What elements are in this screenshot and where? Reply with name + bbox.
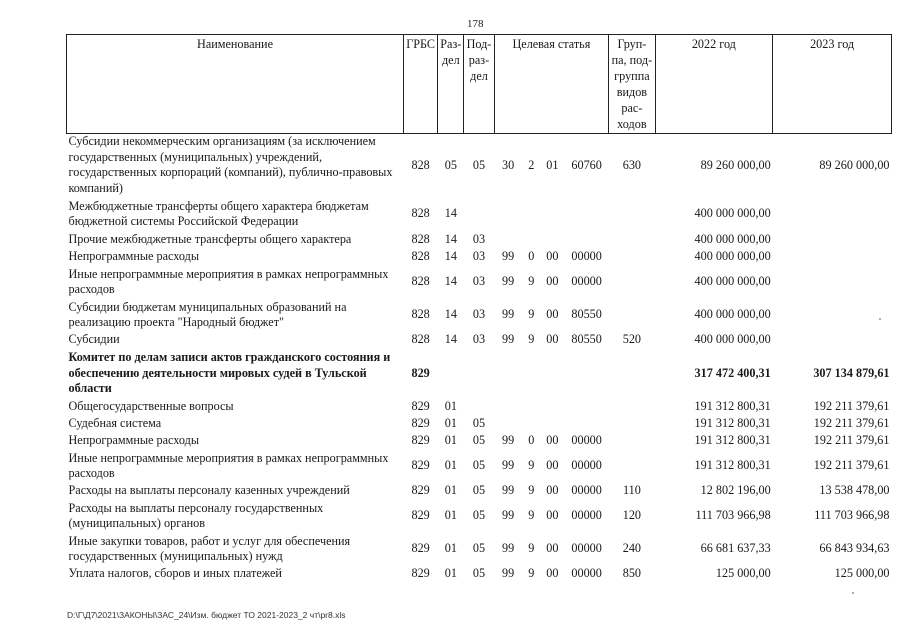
target-direction-cell: 00000 [571,433,602,448]
target-event-cell [540,399,564,416]
amount-2023-cell: 307 134 879,61 [813,365,890,380]
target-event-cell: 00 [546,508,559,523]
header-razdel: Раз- дел [438,35,464,134]
podrazdel-cell: 05 [472,157,486,172]
item-name-cell: Уплата налогов, сборов и иных платежей [68,566,282,581]
grbs-cell: 829 [411,483,430,498]
target-direction-cell: 00000 [571,483,602,498]
amount-2023-cell: 192 211 379,61 [813,399,890,414]
target-event-cell: 00 [546,332,559,347]
budget-table [66,34,892,583]
target-program-cell: 99 [502,508,515,523]
table-row [67,566,892,583]
amount-2022-cell: 400 000 000,00 [694,232,771,247]
item-name-cell: Иные непрограммные мероприятия в рамках непрограммных расходов [68,266,389,296]
item-name-cell: Субсидии некоммерческим организациям (за исключением государственных (муниципальных) учреждений, государственных корпораций (компаний), публично-правовых компаний) [68,134,393,195]
grbs-cell: 828 [411,249,430,264]
podrazdel-cell: 03 [472,249,486,264]
expense-group-cell [609,433,655,450]
grbs-cell: 828 [411,206,430,221]
grbs-cell: 829 [411,508,430,523]
target-subprogram-cell: 9 [528,274,535,289]
target-event-cell: 00 [546,307,559,322]
podrazdel-cell: 05 [472,541,486,556]
target-event-cell [540,416,564,433]
amount-2023-cell [773,266,892,299]
target-direction-cell: 60760 [571,157,602,172]
item-name-cell: Субсидии [68,332,120,347]
target-event-cell: 00 [546,433,559,448]
podrazdel-cell: 05 [472,458,486,473]
grbs-cell: 829 [411,433,430,448]
expense-group-cell: 120 [622,508,642,523]
scan-speck [879,318,881,320]
target-direction-cell: 00000 [571,249,602,264]
razdel-cell: 14 [444,274,457,289]
amount-2023-cell: 13 538 478,00 [819,483,890,498]
expense-group-cell [609,416,655,433]
target-direction-cell: 00000 [571,541,602,556]
scan-speck [852,592,854,594]
target-program-cell [494,232,522,249]
grbs-cell: 828 [411,157,430,172]
target-subprogram-cell [522,349,540,399]
razdel-cell: 01 [444,541,457,556]
expense-group-cell: 630 [622,157,642,172]
expense-group-cell: 850 [622,566,642,581]
razdel-cell [438,349,464,399]
razdel-cell: 05 [444,157,457,172]
amount-2022-cell: 191 312 800,31 [694,458,771,473]
target-direction-cell [564,232,608,249]
target-subprogram-cell: 2 [528,157,535,172]
target-event-cell: 00 [546,458,559,473]
expense-group-cell [609,349,655,399]
amount-2022-cell: 191 312 800,31 [694,399,771,414]
amount-2023-cell [773,249,892,266]
podrazdel-cell: 03 [472,307,486,322]
amount-2022-cell: 400 000 000,00 [694,307,771,322]
target-event-cell: 01 [546,157,559,172]
amount-2023-cell: 192 211 379,61 [813,433,890,448]
razdel-cell: 14 [444,232,457,247]
target-program-cell: 99 [502,541,515,556]
razdel-cell: 01 [444,483,457,498]
item-name-cell: Непрограммные расходы [68,433,200,448]
razdel-cell: 14 [444,307,457,322]
target-direction-cell: 80550 [571,332,602,347]
target-direction-cell: 00000 [571,566,602,581]
podrazdel-cell: 03 [472,332,486,347]
target-program-cell: 30 [502,157,515,172]
razdel-cell: 01 [444,566,457,581]
table-row [67,197,892,232]
expense-group-cell [609,266,655,299]
header-2022: 2022 год [655,35,773,134]
item-name-cell: Расходы на выплаты персоналу государственных (муниципальных) органов [68,500,324,530]
table-row [67,249,892,266]
target-program-cell: 99 [502,307,515,322]
target-direction-cell [564,416,608,433]
amount-2023-cell [773,332,892,349]
table-row [67,299,892,332]
grbs-cell: 829 [411,566,430,581]
amount-2022-cell: 111 703 966,98 [695,508,771,523]
grbs-cell: 829 [411,541,430,556]
target-program-cell: 99 [502,483,515,498]
table-row [67,416,892,433]
amount-2022-cell: 400 000 000,00 [694,249,771,264]
target-subprogram-cell: 9 [528,483,535,498]
grbs-cell: 828 [411,307,430,322]
amount-2023-cell [773,197,892,232]
podrazdel-cell [464,399,494,416]
table-row [67,483,892,500]
table-row [67,500,892,533]
target-direction-cell [564,197,608,232]
target-program-cell: 99 [502,249,515,264]
table-row [67,232,892,249]
target-subprogram-cell [522,232,540,249]
expense-group-cell [609,450,655,483]
amount-2023-cell: 125 000,00 [834,566,890,581]
expense-group-cell [609,399,655,416]
amount-2023-cell: 192 211 379,61 [813,416,890,431]
grbs-cell: 829 [411,365,430,380]
target-subprogram-cell: 9 [528,508,535,523]
podrazdel-cell: 05 [472,483,486,498]
razdel-cell: 14 [444,206,457,221]
table-row [67,134,892,197]
amount-2022-cell: 400 000 000,00 [694,274,771,289]
amount-2022-cell: 191 312 800,31 [694,416,771,431]
amount-2022-cell: 66 681 637,33 [700,541,771,556]
target-program-cell [494,416,522,433]
item-name-cell: Межбюджетные трансферты общего характера бюджетам бюджетной системы Российской Федерации [68,198,369,228]
item-name-cell: Судебная система [68,416,162,431]
header-grbs: ГРБС [404,35,438,134]
expense-group-cell [609,299,655,332]
podrazdel-cell: 05 [472,433,486,448]
podrazdel-cell: 03 [472,232,486,247]
header-expense-group: Груп- па, под- группа видов рас- ходов [609,35,655,134]
podrazdel-cell: 05 [472,508,486,523]
target-program-cell: 99 [502,458,515,473]
target-direction-cell: 00000 [571,508,602,523]
amount-2022-cell: 400 000 000,00 [694,206,771,221]
table-row [67,450,892,483]
target-subprogram-cell: 9 [528,458,535,473]
target-event-cell [540,349,564,399]
target-subprogram-cell: 0 [528,249,535,264]
amount-2022-cell: 12 802 196,00 [700,483,771,498]
header-podrazdel: Под- раз- дел [464,35,494,134]
table-body [67,134,892,583]
razdel-cell: 01 [444,399,457,414]
target-subprogram-cell [522,416,540,433]
table-row [67,332,892,349]
file-path-footer: D:\Г\Д7\2021\ЗАКОНЫ\ЗАС_24\Изм. бюджет ТО 2021-2023_2 чт\pr8.xls [67,610,346,620]
target-subprogram-cell: 0 [528,433,535,448]
target-direction-cell: 00000 [571,274,602,289]
target-subprogram-cell [522,197,540,232]
header-2023: 2023 год [773,35,892,134]
podrazdel-cell [464,197,494,232]
amount-2022-cell: 191 312 800,31 [694,433,771,448]
page-number: 178 [467,18,484,30]
target-event-cell: 00 [546,249,559,264]
target-event-cell: 00 [546,274,559,289]
podrazdel-cell: 05 [472,416,486,431]
item-name-cell: Комитет по делам записи актов гражданского состояния и обеспечению деятельности мировых судей в Тульской области [68,350,391,396]
item-name-cell: Иные закупки товаров, работ и услуг для обеспечения государственных (муниципальных) нужд [68,533,351,563]
table-header-row [67,35,892,134]
expense-group-cell: 520 [622,332,642,347]
target-event-cell: 00 [546,483,559,498]
target-program-cell [494,349,522,399]
expense-group-cell: 110 [622,483,641,498]
amount-2023-cell: 66 843 934,63 [819,541,890,556]
podrazdel-cell: 03 [472,274,486,289]
grbs-cell: 829 [411,399,430,414]
podrazdel-cell [464,349,494,399]
header-name: Наименование [67,35,404,134]
target-program-cell [494,197,522,232]
target-direction-cell [564,349,608,399]
amount-2022-cell: 317 472 400,31 [694,365,771,380]
target-subprogram-cell [522,399,540,416]
amount-2023-cell [773,299,892,332]
target-direction-cell: 80550 [571,307,602,322]
target-event-cell [540,232,564,249]
target-program-cell: 99 [502,332,515,347]
item-name-cell: Иные непрограммные мероприятия в рамках непрограммных расходов [68,450,389,480]
item-name-cell: Субсидии бюджетам муниципальных образований на реализацию проекта "Народный бюджет" [68,299,347,329]
item-name-cell: Расходы на выплаты персоналу казенных учреждений [68,483,350,498]
amount-2022-cell: 89 260 000,00 [700,157,771,172]
expense-group-cell [609,249,655,266]
target-program-cell: 99 [502,274,515,289]
table-row [67,399,892,416]
grbs-cell: 828 [411,274,430,289]
item-name-cell: Общегосударственные вопросы [68,399,234,414]
razdel-cell: 14 [444,332,457,347]
amount-2023-cell: 192 211 379,61 [813,458,890,473]
grbs-cell: 829 [411,458,430,473]
razdel-cell: 01 [444,416,457,431]
razdel-cell: 01 [444,508,457,523]
target-subprogram-cell: 9 [528,332,535,347]
table-row [67,266,892,299]
grbs-cell: 828 [411,232,430,247]
expense-group-cell [609,197,655,232]
target-program-cell: 99 [502,433,515,448]
item-name-cell: Непрограммные расходы [68,249,200,264]
amount-2023-cell [773,232,892,249]
target-event-cell: 00 [546,566,559,581]
target-program-cell [494,399,522,416]
grbs-cell: 829 [411,416,430,431]
table-row [67,349,892,399]
table-row [67,533,892,566]
target-direction-cell: 00000 [571,458,602,473]
target-program-cell: 99 [502,566,515,581]
expense-group-cell: 240 [622,541,642,556]
grbs-cell: 828 [411,332,430,347]
target-subprogram-cell: 9 [528,307,535,322]
podrazdel-cell: 05 [472,566,486,581]
amount-2022-cell: 400 000 000,00 [694,332,771,347]
target-direction-cell [564,399,608,416]
target-subprogram-cell: 9 [528,566,535,581]
amount-2023-cell: 89 260 000,00 [819,157,890,172]
target-subprogram-cell: 9 [528,541,535,556]
table-row [67,433,892,450]
razdel-cell: 01 [444,433,457,448]
target-event-cell [540,197,564,232]
expense-group-cell [609,232,655,249]
item-name-cell: Прочие межбюджетные трансферты общего характера [68,232,352,247]
target-event-cell: 00 [546,541,559,556]
razdel-cell: 01 [444,458,457,473]
header-target-article: Целевая статья [494,35,609,134]
amount-2022-cell: 125 000,00 [715,566,771,581]
amount-2023-cell: 111 703 966,98 [814,508,890,523]
razdel-cell: 14 [444,249,457,264]
